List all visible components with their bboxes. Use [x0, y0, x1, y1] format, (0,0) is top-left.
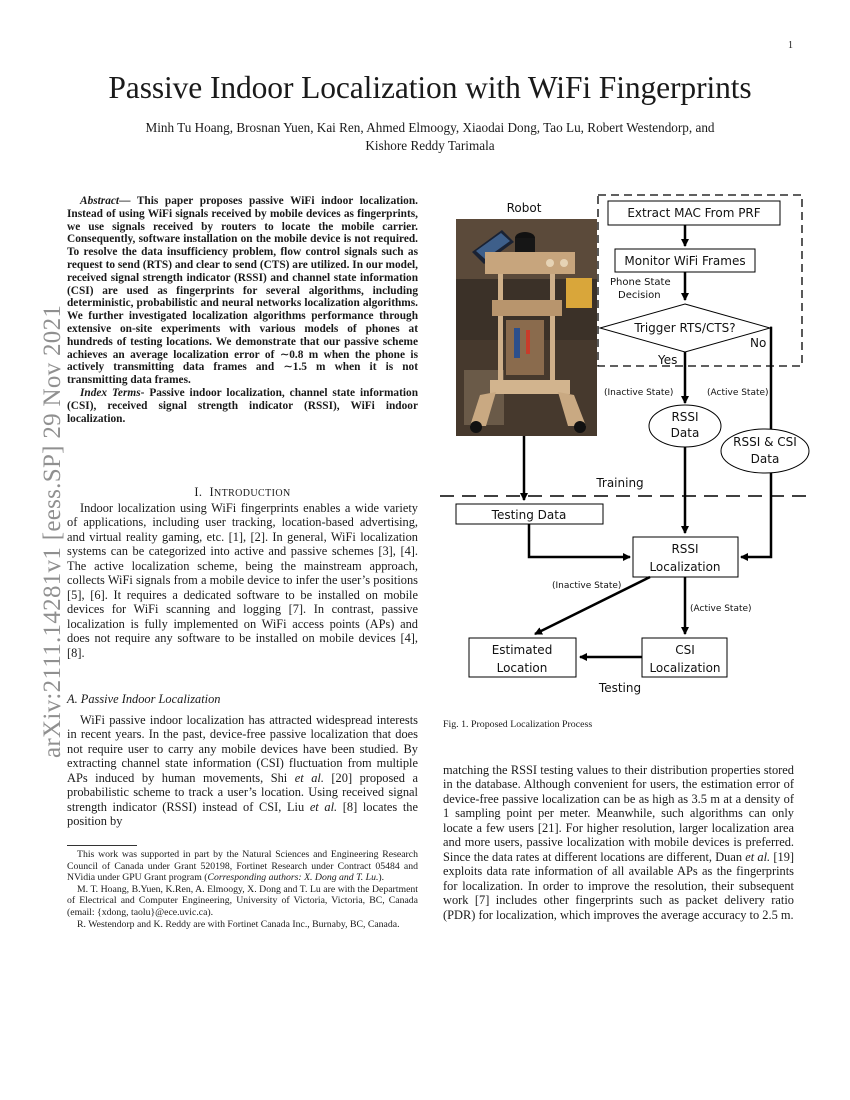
arxiv-stamp: arXiv:2111.14281v1 [eess.SP] 29 Nov 2021: [39, 304, 66, 758]
inactive-state-label-2: (Inactive State): [552, 581, 622, 591]
rssi-data-label-1: RSSI: [671, 410, 699, 424]
rssi-csi-label-2: Data: [750, 452, 780, 466]
csi-loc-label-2: Localization: [649, 661, 721, 675]
paper-title: Passive Indoor Localization with WiFi Fingerprints: [108, 70, 752, 105]
estimated-location-label-1: Estimated: [491, 643, 553, 657]
section-number: I.: [194, 485, 203, 499]
rssi-data-label-2: Data: [670, 426, 700, 440]
footnote-rule: [67, 845, 137, 846]
abstract-paragraph: [67, 195, 418, 387]
passive-text-b: [20] proposed a probabilistic scheme to track a user’s location. Using received signal strength indicator (RSSI) instead of CSI, Liu: [67, 770, 418, 814]
phone-state-label-2: Decision: [618, 290, 661, 301]
author-list: [60, 119, 800, 155]
training-label: Training: [596, 476, 644, 490]
footnotes: [67, 849, 418, 930]
rssi-csi-label-1: RSSI & CSI: [733, 435, 797, 449]
footnote-affiliation-uvic: M. T. Hoang, B.Yuen, K.Ren, A. Elmoogy, X. Dong and T. Lu are with the Department of Electrical and Computer Engineering, University of Victoria, Victoria, BC, Canada (email: {xdong, taolu}@ece.uvic.ca).: [67, 883, 418, 918]
et-al-3: et al.: [745, 849, 771, 864]
robot-label: Robot: [506, 201, 542, 215]
introduction-paragraph: Indoor localization using WiFi fingerprints enables a wide variety of applications, including user tracking, location-based advertising, and virtual reality gaming, etc. [1], [2]. In general, WiFi localization systems can be categorized into active and passive schemes [3], [4]. The active localization scheme, being the mainstream approach, collects WiFi signals from a mobile device to infer the user’s positions [5], [6]. It requires a dedicated software to be installed on mobile devices for WiFi scanning and logging [7]. In contrast, passive localization is fully implemented on WiFi access points (APs) and does not require any software to be installed on mobile devices [4], [8].: [67, 501, 418, 660]
passive-text-c: [8] locates the position by: [67, 799, 419, 829]
active-state-label-2: (Active State): [690, 604, 752, 614]
introduction-body: [67, 501, 418, 660]
index-terms-text: - Passive indoor localization, channel state information (CSI), received signal strength indicator (RSSI), WiFi indoor localization.: [67, 386, 418, 425]
figure-localization-process: [440, 190, 810, 705]
abstract-text: — This paper proposes passive WiFi indoor localization. Instead of using WiFi signals received by mobile devices as fingerprints, we use signals received by routers to locate the mobile carrier. Consequently, software installation on the mobile device is not required. To resolve the data insufficiency problem, flow control signals such as request to send (RTS) and clear to send (CTS) are utilized. In our model, received signal strength indicator (RSSI) and channel state information (CSI) are used as fingerprints for several algorithms, including deterministic, probabilistic and neural networks localization algorithms. We further investigated localization algorithms performance through extensive on-site experiments with various models of phones at hundreds of testing locations. We demonstrate that our passive scheme achieves an average localization error of ∼0.8 m when the phone is actively transmitting data frames and ∼1.5 m when it is not transmitting data frames.: [67, 195, 418, 387]
figure-caption: Fig. 1. Proposed Localization Process: [443, 719, 593, 730]
rssi-loc-label-2: Localization: [649, 560, 721, 574]
et-al-2: et al.: [309, 799, 338, 814]
testing-label: Testing: [598, 681, 642, 695]
passive-localization-body: [67, 713, 418, 829]
trigger-decision-label: Trigger RTS/CTS?: [634, 321, 736, 335]
footnote-funding-text: This work was supported in part by the Natural Sciences and Engineering Research Council of Canada under Grant 520198, Fortinet Research under Contract 05484 and NVidia under GPU Grant program (: [67, 849, 418, 884]
right-column-body: [443, 763, 794, 922]
subsection-heading: A. Passive Indoor Localization: [67, 692, 221, 706]
passive-paragraph: [67, 713, 418, 829]
arrow-testing-data-to-rssi-loc: [529, 524, 630, 557]
csi-loc-label-1: CSI: [675, 643, 695, 657]
footnote-corresponding: Corresponding authors: X. Dong and T. Lu.: [207, 872, 379, 884]
estimated-location-label-2: Location: [496, 661, 548, 675]
robot-photo: [456, 219, 597, 436]
right-text-a: matching the RSSI testing values to their distribution properties stored in the database. Although convenient for users, the estimation error of device-free passive localization can be as high as 3.5 m at a density of 1 sampling point per meter. Meanwhile, such algorithms can only locate a few users [21]. For higher resolution, larger localization area and more users, passive localization with mobile devices is preferred. Since the data rates at different locations are different, Duan: [443, 763, 794, 864]
section-title-rest: NTRODUCTION: [213, 488, 291, 499]
no-label: No: [750, 336, 767, 350]
figure-diagram: [440, 190, 810, 705]
testing-data-label: Testing Data: [491, 508, 567, 522]
arrow-rssi-csi-to-rssi-loc: [741, 473, 771, 557]
footnote-affiliation-fortinet: R. Westendorp and K. Reddy are with Fortinet Canada Inc., Burnaby, BC, Canada.: [77, 918, 400, 930]
abstract-block: [67, 195, 418, 425]
et-al-1: et al.: [294, 770, 324, 785]
active-state-label: (Active State): [707, 388, 769, 398]
phone-state-label-1: Phone State: [610, 277, 671, 288]
inactive-state-label: (Inactive State): [604, 388, 674, 398]
abstract-label: Abstract: [80, 195, 120, 207]
authors-line-2: Kishore Reddy Tarimala: [365, 138, 495, 153]
right-column-paragraph: [443, 763, 794, 922]
index-terms-paragraph: [67, 387, 418, 425]
footnote-funding-end: ).: [378, 872, 385, 884]
page-number: 1: [788, 40, 793, 51]
extract-mac-label: Extract MAC From PRF: [627, 206, 761, 220]
rssi-loc-label-1: RSSI: [671, 542, 699, 556]
authors-line-1: Minh Tu Hoang, Brosnan Yuen, Kai Ren, Ahmed Elmoogy, Xiaodai Dong, Tao Lu, Robert Westendorp, and: [145, 120, 715, 135]
passive-text-a: WiFi passive indoor localization has attracted widespread interests in recent years. In the past, device-free passive localization that does not require user to carry any mobile devices have been studied. By extracting channel state information (CSI) fluctuation from multiple APs induced by human movements, Shi: [67, 713, 418, 785]
footnote-funding: [67, 849, 418, 884]
section-title-initial: I: [209, 485, 214, 499]
arrow-no-to-rssi-csi: [770, 328, 771, 442]
right-text-b: [19] exploits data rate information of all available APs as the fingerprints for localization. In order to improve the resolution, their subsequent work [7] includes other fingerprints such as packet delivery ratio (PDR) for localization, which improves the average accuracy to 2.5 m.: [443, 849, 795, 922]
monitor-wifi-label: Monitor WiFi Frames: [624, 254, 746, 268]
section-heading-introduction: [67, 485, 418, 500]
index-terms-label: Index Terms: [80, 386, 141, 399]
yes-label: Yes: [658, 353, 678, 367]
